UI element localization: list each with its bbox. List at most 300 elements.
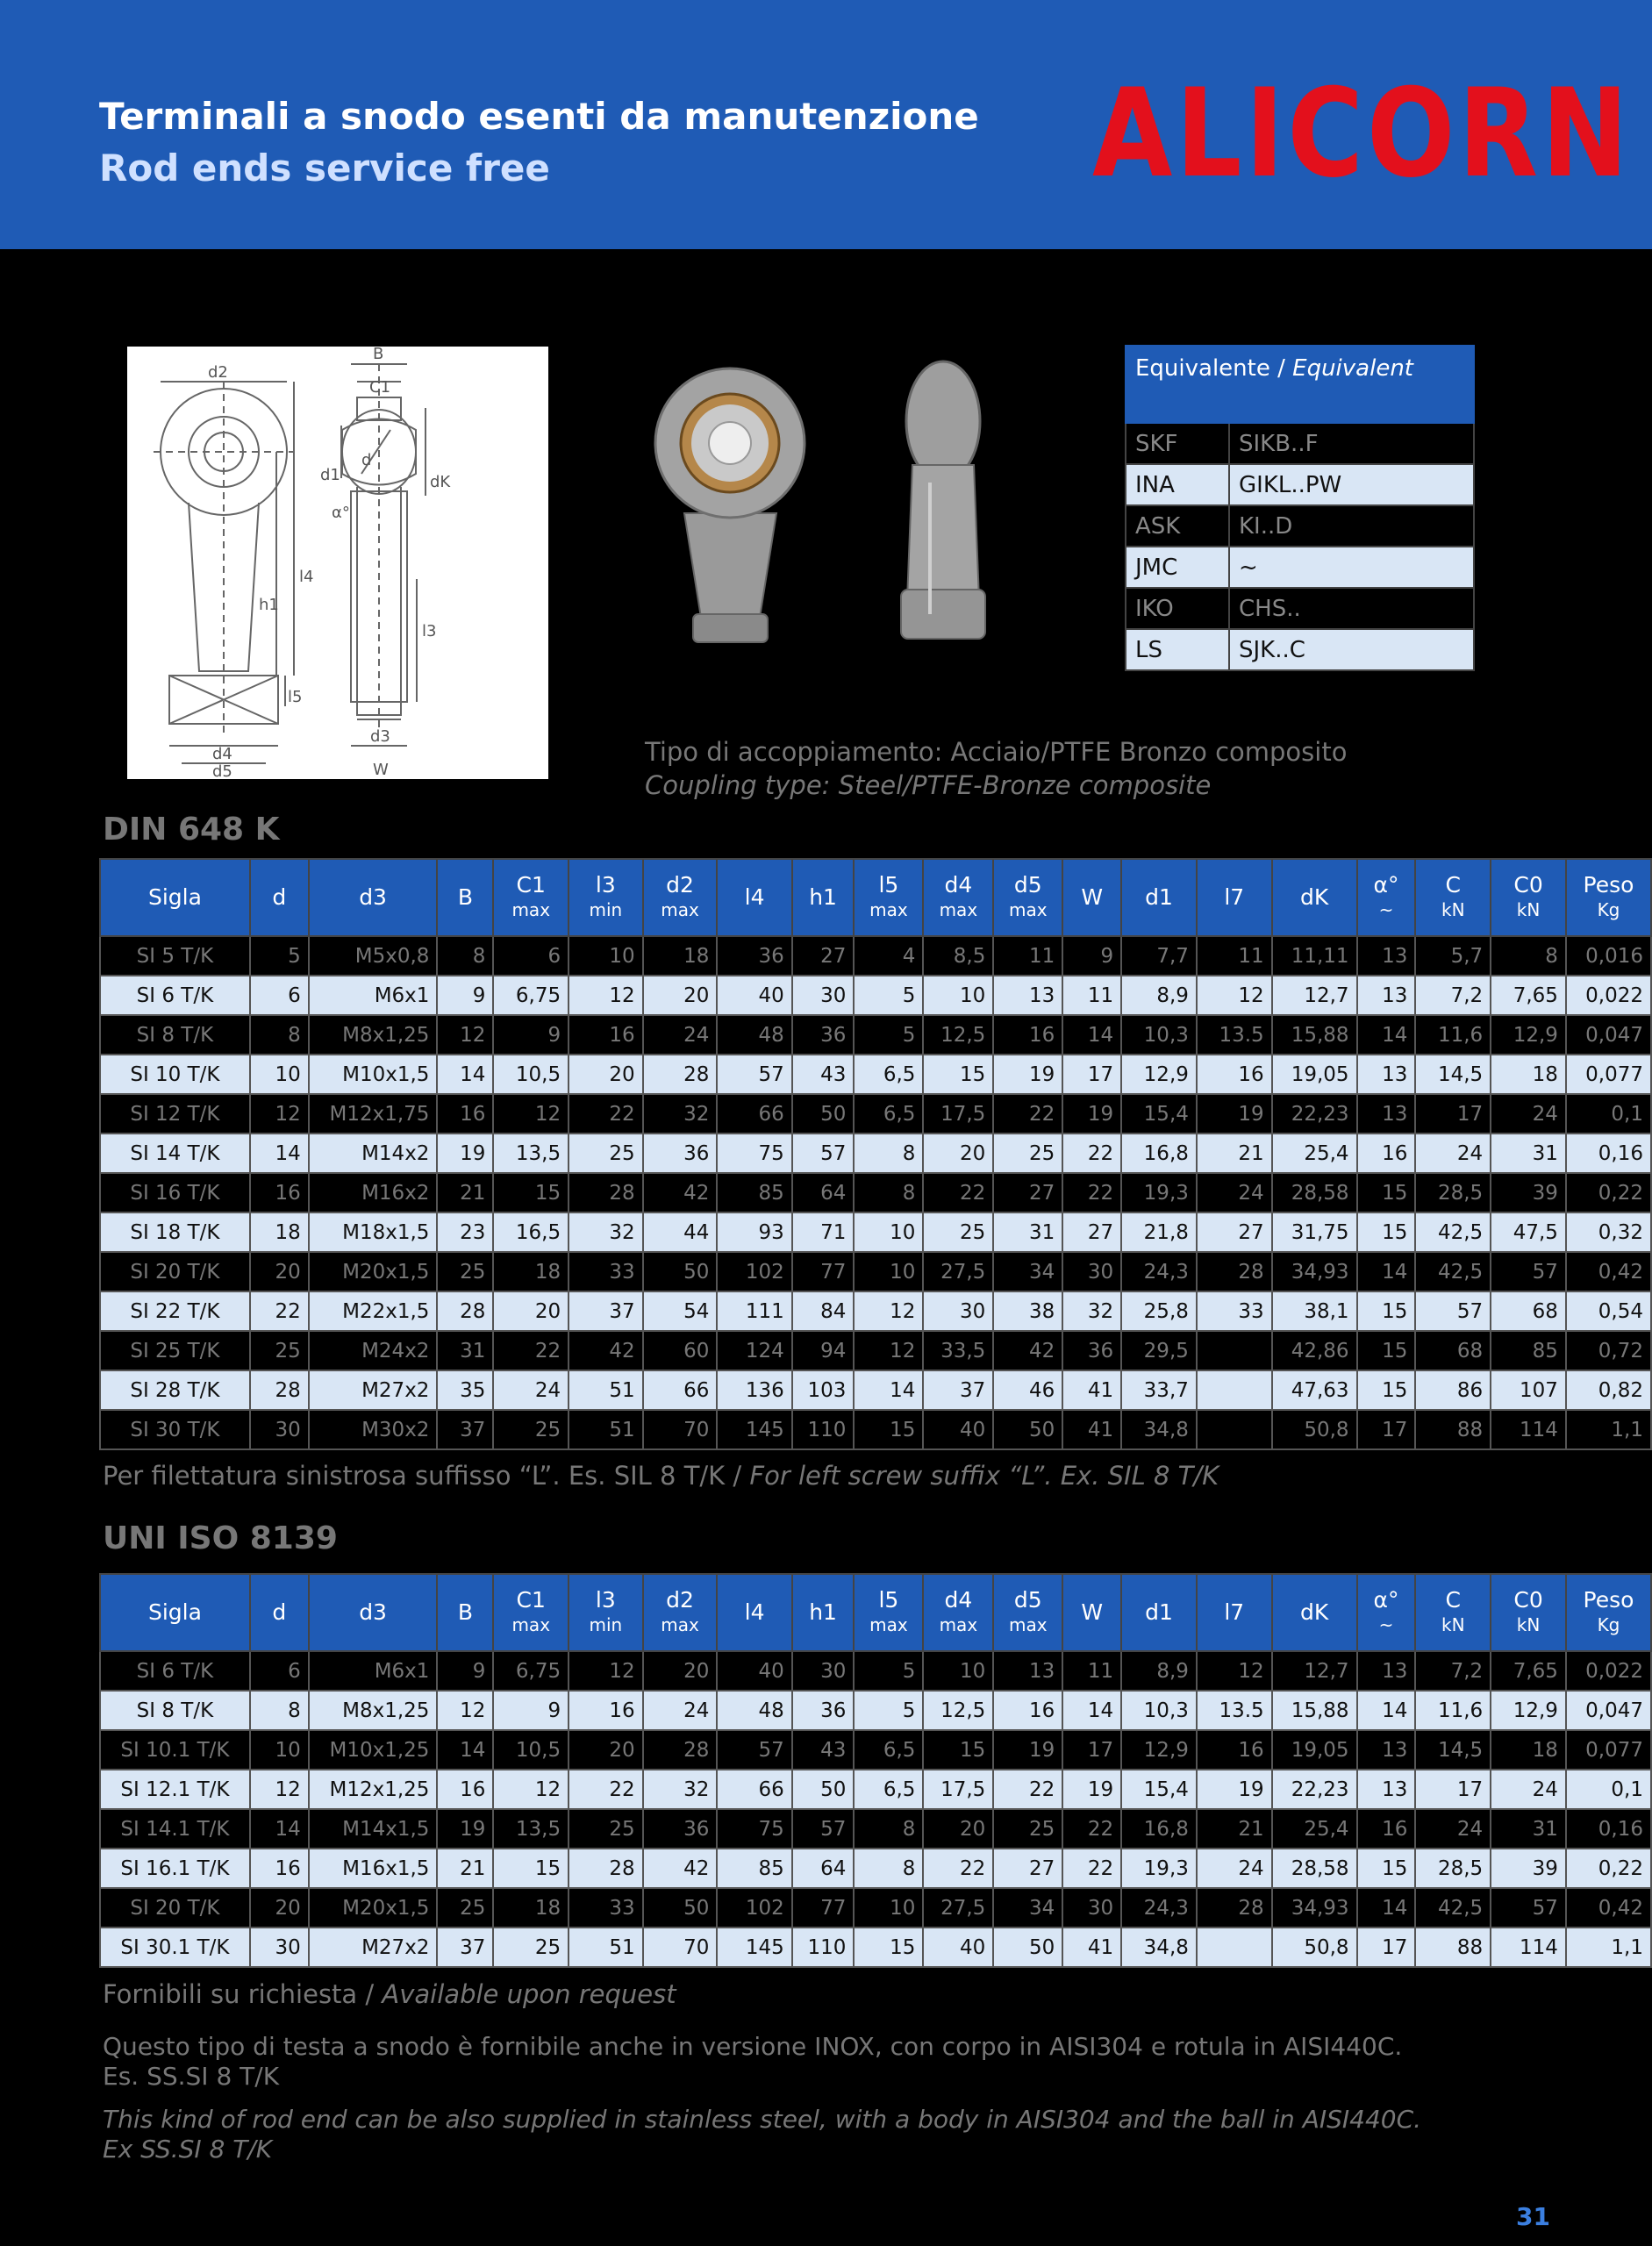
table-cell: 13 xyxy=(993,976,1062,1015)
left-thread-note: Per filettatura sinistrosa suffisso “L”. Es. SIL 8 T/K / For left screw suffix “L”. Ex. SIL 8 T/K xyxy=(103,1461,1219,1491)
table-cell: 103 xyxy=(792,1370,855,1410)
table-cell: 32 xyxy=(643,1094,718,1134)
table-cell: 75 xyxy=(717,1809,791,1849)
table-cell: 9 xyxy=(437,976,493,1015)
table-cell: SI 5 T/K xyxy=(100,936,250,976)
table-cell: 16 xyxy=(1357,1134,1416,1173)
table-cell: 0,16 xyxy=(1566,1809,1651,1849)
column-header: B xyxy=(437,859,493,936)
table-cell: 13 xyxy=(1357,1094,1416,1134)
table-cell: SI 14.1 T/K xyxy=(100,1809,250,1849)
table-cell: SI 20 T/K xyxy=(100,1888,250,1928)
table-cell: 9 xyxy=(493,1015,569,1055)
alicorn-logo: ALICORN xyxy=(1092,61,1632,205)
drawing-label-h1: h1 xyxy=(259,596,279,614)
table-row xyxy=(100,1331,1651,1370)
table-cell: 27 xyxy=(792,936,855,976)
table-cell: 20 xyxy=(569,1055,642,1094)
table-cell xyxy=(1197,1928,1272,1967)
table-cell: 32 xyxy=(1062,1291,1121,1331)
table-cell: 15,4 xyxy=(1121,1770,1197,1809)
table-cell: 21,8 xyxy=(1121,1212,1197,1252)
table-cell: 5 xyxy=(854,1015,923,1055)
table-cell: 15 xyxy=(1357,1331,1416,1370)
table-cell xyxy=(1197,1410,1272,1449)
table-cell: 11 xyxy=(993,936,1062,976)
technical-drawing xyxy=(127,347,548,779)
table-cell: 64 xyxy=(792,1173,855,1212)
table-cell: 12,7 xyxy=(1272,1651,1357,1691)
table-cell: 50 xyxy=(792,1770,855,1809)
table-cell: 12 xyxy=(437,1691,493,1730)
table-cell: 111 xyxy=(717,1291,791,1331)
din-section-title: DIN 648 K xyxy=(103,812,280,848)
table-cell: 34 xyxy=(993,1252,1062,1291)
column-header: C kN xyxy=(1415,1574,1491,1651)
table-cell: 22 xyxy=(1062,1849,1121,1888)
column-header: W xyxy=(1062,1574,1121,1651)
table-cell: 15,88 xyxy=(1272,1691,1357,1730)
table-cell: 50 xyxy=(792,1094,855,1134)
table-cell: 14 xyxy=(437,1055,493,1094)
table-cell: 8 xyxy=(854,1849,923,1888)
column-header: d xyxy=(250,1574,309,1651)
table-row xyxy=(100,1809,1651,1849)
table-cell: 21 xyxy=(437,1849,493,1888)
table-cell: 22 xyxy=(569,1770,642,1809)
table-cell: 19 xyxy=(437,1809,493,1849)
table-cell: 18 xyxy=(493,1252,569,1291)
table-cell: 16,8 xyxy=(1121,1134,1197,1173)
column-header: dK xyxy=(1272,859,1357,936)
column-header: B xyxy=(437,1574,493,1651)
table-cell: 8 xyxy=(854,1134,923,1173)
table-cell: M5x0,8 xyxy=(309,936,438,976)
table-cell: 10 xyxy=(854,1252,923,1291)
table-cell: 42,5 xyxy=(1415,1888,1491,1928)
table-cell: 48 xyxy=(717,1015,791,1055)
table-cell: 14 xyxy=(250,1134,309,1173)
table-cell: 14 xyxy=(1357,1691,1416,1730)
table-cell: 41 xyxy=(1062,1410,1121,1449)
table-cell: 15 xyxy=(1357,1370,1416,1410)
table-cell: 110 xyxy=(792,1410,855,1449)
table-cell: 10 xyxy=(250,1055,309,1094)
table-cell: 12,9 xyxy=(1491,1015,1566,1055)
table-cell: 10,5 xyxy=(493,1730,569,1770)
table-cell: M22x1,5 xyxy=(309,1291,438,1331)
table-cell: 15 xyxy=(923,1730,993,1770)
table-cell: 50 xyxy=(993,1928,1062,1967)
table-cell: M10x1,25 xyxy=(309,1730,438,1770)
table-cell: 7,2 xyxy=(1415,1651,1491,1691)
drawing-label-d5: d5 xyxy=(212,762,232,779)
drawing-label-l5: l5 xyxy=(288,688,303,706)
table-cell: 37 xyxy=(437,1410,493,1449)
table-cell: 16 xyxy=(993,1691,1062,1730)
table-cell: 11 xyxy=(1062,976,1121,1015)
table-cell: 9 xyxy=(437,1651,493,1691)
table-cell: 12,5 xyxy=(923,1015,993,1055)
table-cell: 44 xyxy=(643,1212,718,1252)
table-cell: 12 xyxy=(1197,1651,1272,1691)
table-cell: 17 xyxy=(1415,1094,1491,1134)
column-header: d5 max xyxy=(993,1574,1062,1651)
equivalent-row: INA GIKL..PW xyxy=(1126,464,1474,505)
column-header: d4 max xyxy=(923,1574,993,1651)
table-cell: 1,1 xyxy=(1566,1410,1651,1449)
table-row xyxy=(100,1055,1651,1094)
table-cell: 17,5 xyxy=(923,1770,993,1809)
table-cell: M8x1,25 xyxy=(309,1015,438,1055)
column-header: d2 max xyxy=(643,1574,718,1651)
table-cell: 40 xyxy=(717,976,791,1015)
table-cell: 34 xyxy=(993,1888,1062,1928)
table-cell: 57 xyxy=(792,1809,855,1849)
table-cell: 10 xyxy=(854,1212,923,1252)
table-cell: 34,93 xyxy=(1272,1252,1357,1291)
drawing-label-d2: d2 xyxy=(208,363,228,382)
table-cell: 28 xyxy=(643,1055,718,1094)
column-header: l4 xyxy=(717,859,791,936)
table-cell: 22 xyxy=(923,1173,993,1212)
column-header: h1 xyxy=(792,1574,855,1651)
table-cell: 30 xyxy=(792,976,855,1015)
rod-end-photo-front xyxy=(654,360,807,649)
table-cell: 102 xyxy=(717,1252,791,1291)
equivalent-row: SKF SIKB..F xyxy=(1126,423,1474,464)
column-header: d4 max xyxy=(923,859,993,936)
table-cell: 22 xyxy=(493,1331,569,1370)
table-cell: M16x1,5 xyxy=(309,1849,438,1888)
table-cell: 10 xyxy=(569,936,642,976)
table-row xyxy=(100,1134,1651,1173)
table-cell: 13 xyxy=(1357,976,1416,1015)
table-cell: 42 xyxy=(643,1849,718,1888)
drawing-label-dK: dK xyxy=(430,473,451,491)
table-cell: SI 12.1 T/K xyxy=(100,1770,250,1809)
equivalent-header xyxy=(1126,346,1474,423)
table-cell: 20 xyxy=(250,1888,309,1928)
table-cell: 0,54 xyxy=(1566,1291,1651,1331)
table-cell: 15 xyxy=(1357,1291,1416,1331)
table-cell: 33,7 xyxy=(1121,1370,1197,1410)
table-cell: 14 xyxy=(437,1730,493,1770)
table-cell: 24 xyxy=(1491,1094,1566,1134)
table-cell: 27 xyxy=(1197,1212,1272,1252)
table-cell: 28 xyxy=(1197,1252,1272,1291)
page-number: 31 xyxy=(1516,2202,1550,2231)
table-cell: 145 xyxy=(717,1410,791,1449)
column-header: d1 xyxy=(1121,859,1197,936)
table-cell: 12 xyxy=(493,1094,569,1134)
table-cell: 16 xyxy=(437,1770,493,1809)
table-cell: 33 xyxy=(569,1888,642,1928)
table-cell: 20 xyxy=(643,1651,718,1691)
table-cell: 57 xyxy=(1491,1888,1566,1928)
stainless-english: This kind of rod end can be also supplied in stainless steel, with a body in AISI304 and the ball in AISI440C. Ex SS.SI 8 T/K xyxy=(103,2105,1422,2164)
column-header: l5 max xyxy=(854,1574,923,1651)
table-cell: 39 xyxy=(1491,1173,1566,1212)
column-header: l4 xyxy=(717,1574,791,1651)
table-cell: 13 xyxy=(1357,1055,1416,1094)
table-cell: 13.5 xyxy=(1197,1691,1272,1730)
table-cell: 71 xyxy=(792,1212,855,1252)
table-cell: 54 xyxy=(643,1291,718,1331)
table-cell: 5 xyxy=(854,1691,923,1730)
table-cell: 10,5 xyxy=(493,1055,569,1094)
page-title-italian: Terminali a snodo esenti da manutenzione xyxy=(99,95,979,138)
table-cell: 12 xyxy=(1197,976,1272,1015)
table-cell: M20x1,5 xyxy=(309,1252,438,1291)
table-cell: 75 xyxy=(717,1134,791,1173)
table-cell: 31,75 xyxy=(1272,1212,1357,1252)
table-cell: 94 xyxy=(792,1331,855,1370)
table-cell: 33 xyxy=(1197,1291,1272,1331)
table-cell: M27x2 xyxy=(309,1928,438,1967)
table-cell: 12 xyxy=(250,1770,309,1809)
table-cell: 34,8 xyxy=(1121,1410,1197,1449)
table-cell: 36 xyxy=(717,936,791,976)
table-cell: 14 xyxy=(1062,1015,1121,1055)
table-cell: SI 12 T/K xyxy=(100,1094,250,1134)
column-header: dK xyxy=(1272,1574,1357,1651)
table-cell: 50 xyxy=(643,1888,718,1928)
table-cell: 32 xyxy=(643,1770,718,1809)
table-cell: 28 xyxy=(437,1291,493,1331)
table-cell: 27,5 xyxy=(923,1888,993,1928)
table-cell: M14x1,5 xyxy=(309,1809,438,1849)
table-cell: 0,1 xyxy=(1566,1094,1651,1134)
table-cell: 13 xyxy=(1357,1770,1416,1809)
table-cell: M27x2 xyxy=(309,1370,438,1410)
table-cell: 85 xyxy=(717,1849,791,1888)
table-cell: 0,72 xyxy=(1566,1331,1651,1370)
table-cell: 36 xyxy=(643,1134,718,1173)
table-cell: 14,5 xyxy=(1415,1055,1491,1094)
table-cell: 16 xyxy=(569,1015,642,1055)
table-cell: 0,022 xyxy=(1566,1651,1651,1691)
table-cell: 0,32 xyxy=(1566,1212,1651,1252)
table-cell: 31 xyxy=(437,1331,493,1370)
table-cell: 5 xyxy=(854,976,923,1015)
table-cell: 39 xyxy=(1491,1849,1566,1888)
coupling-type-italian: Tipo di accoppiamento: Acciaio/PTFE Bronzo composito xyxy=(645,737,1348,767)
table-cell: 70 xyxy=(643,1928,718,1967)
column-header: α° ~ xyxy=(1357,1574,1416,1651)
table-cell: 66 xyxy=(717,1770,791,1809)
coupling-type xyxy=(645,735,1347,802)
table-cell: M12x1,75 xyxy=(309,1094,438,1134)
table-cell: 0,1 xyxy=(1566,1770,1651,1809)
table-cell: SI 10 T/K xyxy=(100,1055,250,1094)
table-cell: SI 14 T/K xyxy=(100,1134,250,1173)
table-cell: 12 xyxy=(437,1015,493,1055)
table-cell: 18 xyxy=(250,1212,309,1252)
table-cell: 25 xyxy=(993,1809,1062,1849)
column-header: d3 xyxy=(309,859,438,936)
table-cell: 77 xyxy=(792,1252,855,1291)
table-row xyxy=(100,1212,1651,1252)
table-cell: 19 xyxy=(1062,1094,1121,1134)
table-cell: 14 xyxy=(1357,1015,1416,1055)
table-cell: 42,5 xyxy=(1415,1252,1491,1291)
table-cell: 41 xyxy=(1062,1370,1121,1410)
table-cell: 19,3 xyxy=(1121,1173,1197,1212)
table-cell: 20 xyxy=(643,976,718,1015)
table-cell: 7,65 xyxy=(1491,1651,1566,1691)
drawing-label-l3: l3 xyxy=(422,622,437,640)
table-cell: 20 xyxy=(569,1730,642,1770)
column-header: l7 xyxy=(1197,859,1272,936)
table-cell: M10x1,5 xyxy=(309,1055,438,1094)
table-cell: 28 xyxy=(569,1173,642,1212)
table-cell: 38,1 xyxy=(1272,1291,1357,1331)
table-cell: 57 xyxy=(1415,1291,1491,1331)
table-cell: M24x2 xyxy=(309,1331,438,1370)
table-cell: 13,5 xyxy=(493,1134,569,1173)
table-cell: 24,3 xyxy=(1121,1252,1197,1291)
table-cell: 7,65 xyxy=(1491,976,1566,1015)
table-cell: 10 xyxy=(250,1730,309,1770)
table-cell: 22 xyxy=(250,1291,309,1331)
table-cell: 12,9 xyxy=(1121,1055,1197,1094)
table-row xyxy=(100,1370,1651,1410)
table-cell: 36 xyxy=(792,1015,855,1055)
available-note: Fornibili su richiesta / Available upon request xyxy=(103,1979,676,2009)
table-cell: 15,4 xyxy=(1121,1094,1197,1134)
equivalent-row: LS SJK..C xyxy=(1126,629,1474,670)
table-cell: 15 xyxy=(854,1410,923,1449)
table-cell: 25 xyxy=(493,1410,569,1449)
table-cell: 33,5 xyxy=(923,1331,993,1370)
table-cell: 12,9 xyxy=(1121,1730,1197,1770)
table-cell: SI 16.1 T/K xyxy=(100,1849,250,1888)
column-header: C1 max xyxy=(493,1574,569,1651)
table-cell: 30 xyxy=(1062,1252,1121,1291)
table-cell xyxy=(1197,1370,1272,1410)
table-cell: 0,077 xyxy=(1566,1730,1651,1770)
table-cell: 14 xyxy=(1357,1252,1416,1291)
din-648-k-table xyxy=(99,858,1652,1450)
table-cell: 13 xyxy=(1357,936,1416,976)
equivalent-row: IKO CHS.. xyxy=(1126,588,1474,629)
table-cell: 24 xyxy=(1197,1849,1272,1888)
table-cell: 14 xyxy=(1062,1691,1121,1730)
table-cell: 0,077 xyxy=(1566,1055,1651,1094)
table-cell: 57 xyxy=(717,1730,791,1770)
table-cell: 28 xyxy=(1197,1888,1272,1928)
table-cell: 17 xyxy=(1415,1770,1491,1809)
table-cell: 0,022 xyxy=(1566,976,1651,1015)
table-cell: 36 xyxy=(792,1691,855,1730)
table-row xyxy=(100,976,1651,1015)
table-cell: 25 xyxy=(437,1252,493,1291)
column-header: l5 max xyxy=(854,859,923,936)
table-cell: 1,1 xyxy=(1566,1928,1651,1967)
table-cell: SI 28 T/K xyxy=(100,1370,250,1410)
table-cell: 42,5 xyxy=(1415,1212,1491,1252)
table-cell: SI 20 T/K xyxy=(100,1252,250,1291)
table-cell: 30 xyxy=(792,1651,855,1691)
table-cell: 42 xyxy=(569,1331,642,1370)
table-cell: 31 xyxy=(1491,1134,1566,1173)
table-cell: 14 xyxy=(854,1370,923,1410)
table-row xyxy=(100,936,1651,976)
table-cell: SI 16 T/K xyxy=(100,1173,250,1212)
drawing-label-alpha: α° xyxy=(332,504,350,522)
table-cell: 30 xyxy=(923,1291,993,1331)
table-cell: 19 xyxy=(437,1134,493,1173)
column-header: l3 min xyxy=(569,859,642,936)
table-cell: 20 xyxy=(923,1809,993,1849)
table-cell: 102 xyxy=(717,1888,791,1928)
table-cell: M6x1 xyxy=(309,1651,438,1691)
table-cell: 21 xyxy=(437,1173,493,1212)
table-cell: 28,5 xyxy=(1415,1849,1491,1888)
table-cell: 30 xyxy=(250,1410,309,1449)
table-cell: M30x2 xyxy=(309,1410,438,1449)
table-cell: 50,8 xyxy=(1272,1928,1357,1967)
table-cell: 8 xyxy=(250,1691,309,1730)
table-cell: 20 xyxy=(923,1134,993,1173)
table-cell: 22 xyxy=(569,1094,642,1134)
drawing-label-d4: d4 xyxy=(212,745,232,763)
table-cell: 25,8 xyxy=(1121,1291,1197,1331)
table-cell: 21 xyxy=(1197,1809,1272,1849)
header-banner xyxy=(0,0,1652,249)
table-cell: 28,5 xyxy=(1415,1173,1491,1212)
table-cell: 14 xyxy=(1357,1888,1416,1928)
table-cell: SI 22 T/K xyxy=(100,1291,250,1331)
table-cell: 15 xyxy=(493,1173,569,1212)
table-cell: 12 xyxy=(250,1094,309,1134)
column-header: Sigla xyxy=(100,1574,250,1651)
column-header: C0 kN xyxy=(1491,859,1566,936)
table-cell: 25 xyxy=(923,1212,993,1252)
column-header: l3 min xyxy=(569,1574,642,1651)
table-cell: 10,3 xyxy=(1121,1691,1197,1730)
table-cell: 30 xyxy=(250,1928,309,1967)
table-cell: 15 xyxy=(923,1055,993,1094)
table-row xyxy=(100,1651,1651,1691)
table-cell: M12x1,25 xyxy=(309,1770,438,1809)
table-cell: 10,3 xyxy=(1121,1015,1197,1055)
table-cell: 27 xyxy=(993,1173,1062,1212)
table-cell: 6,5 xyxy=(854,1055,923,1094)
table-cell: 29,5 xyxy=(1121,1331,1197,1370)
table-header-row xyxy=(100,859,1651,936)
table-cell: 22 xyxy=(993,1770,1062,1809)
rod-end-photo-side xyxy=(890,360,1005,649)
table-cell: 16,5 xyxy=(493,1212,569,1252)
table-cell: 24 xyxy=(493,1370,569,1410)
table-row xyxy=(100,1015,1651,1055)
table-cell: 25 xyxy=(569,1809,642,1849)
table-cell: 19 xyxy=(993,1730,1062,1770)
table-cell: 42,86 xyxy=(1272,1331,1357,1370)
table-cell: 10 xyxy=(923,1651,993,1691)
table-row xyxy=(100,1730,1651,1770)
table-cell: 10 xyxy=(854,1888,923,1928)
table-cell: 22 xyxy=(923,1849,993,1888)
table-cell: 22,23 xyxy=(1272,1770,1357,1809)
table-cell: 25,4 xyxy=(1272,1809,1357,1849)
table-cell: SI 30 T/K xyxy=(100,1410,250,1449)
table-cell: M18x1,5 xyxy=(309,1212,438,1252)
table-cell: 11,6 xyxy=(1415,1015,1491,1055)
table-cell: 10 xyxy=(923,976,993,1015)
